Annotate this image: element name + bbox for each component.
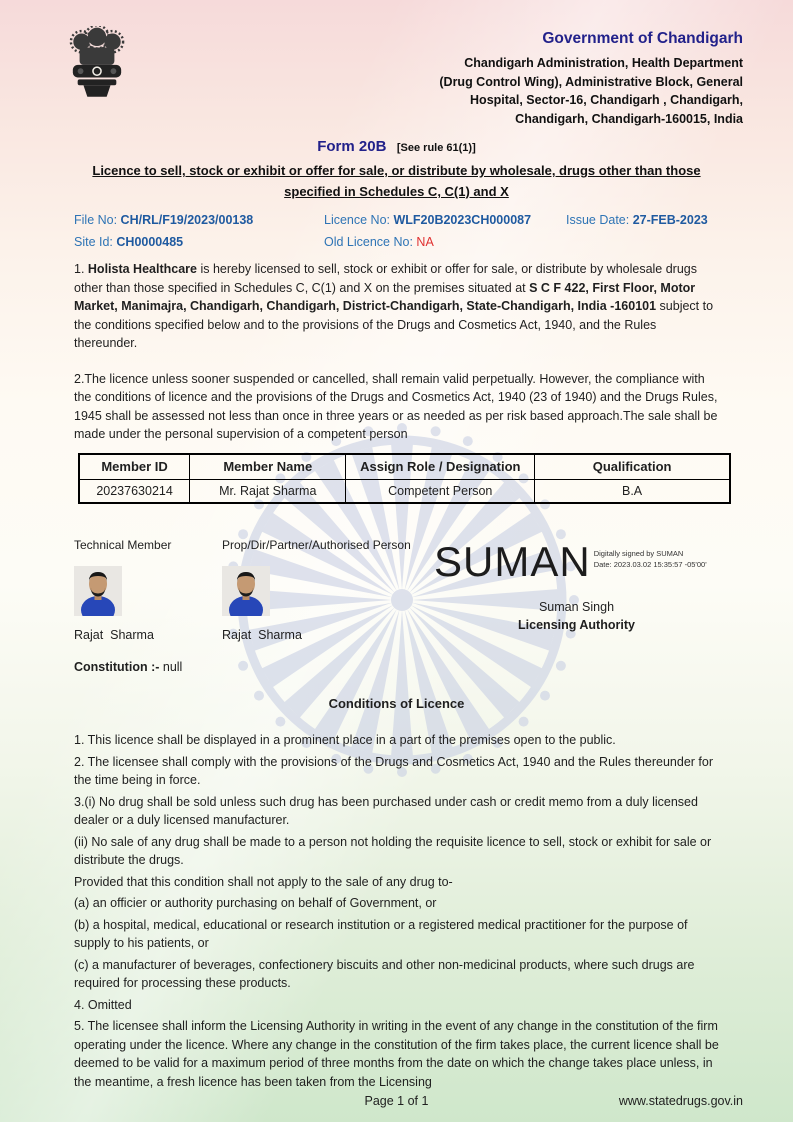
licence-no-value: WLF20B2023CH000087 <box>393 213 532 227</box>
digital-signature-meta <box>594 549 707 570</box>
header-address-line: Hospital, Sector-16, Chandigarh , Chandigarh, <box>470 93 743 107</box>
constitution-field <box>74 660 719 674</box>
form-number: Form 20B <box>317 138 387 155</box>
cell-qualification: B.A <box>535 480 730 504</box>
government-title: Government of Chandigarh <box>542 30 743 47</box>
website-link[interactable]: www.statedrugs.gov.in <box>618 1094 743 1108</box>
condition-item: (b) a hospital, medical, educational or research institution or a registered medical practitioner for the purpose of supply to his patients, or <box>74 917 688 950</box>
condition-item: (ii) No sale of any drug shall be made to a person not holding the requisite licence to sell, stock or exhibit for sale or distribute the drugs. <box>74 834 712 867</box>
members-table <box>78 453 731 505</box>
table-header-row <box>79 454 730 480</box>
paragraph-number: 1. <box>74 262 88 276</box>
file-no-label: File No: <box>74 213 121 227</box>
conditions-title: Conditions of Licence <box>328 696 465 711</box>
authority-name: Suman Singh <box>538 600 615 614</box>
condition-item: 2. The licensee shall comply with the provisions of the Drugs and Cosmetics Act, 1940 and the Rules thereunder for the time being in force. <box>74 754 714 787</box>
condition-item: 3.(i) No drug shall be sold unless such drug has been purchased under cash or credit memo from a duly licensed dealer or a duly licensed manufacturer. <box>74 794 698 827</box>
site-id-field <box>74 234 324 250</box>
technical-member-photo <box>74 566 122 616</box>
col-header-member-id: Member ID <box>79 454 190 480</box>
paragraph-text: subject to the conditions specified below and to the provisions of the Drugs and Cosmetics Act, 1940, and the Rules thereunder. <box>74 299 714 350</box>
authority-identity <box>434 600 719 632</box>
condition-item: 4. Omitted <box>74 997 132 1012</box>
constitution-value: null <box>159 660 183 674</box>
page-number: Page 1 of 1 <box>364 1094 429 1108</box>
old-licence-value: NA <box>416 235 434 249</box>
digital-signature <box>434 540 719 584</box>
digital-signature-name: SUMAN <box>434 538 591 585</box>
technical-member-label: Technical Member <box>74 538 172 552</box>
header-text-block <box>126 26 743 128</box>
constitution-label: Constitution :- <box>74 660 160 674</box>
licence-no-label: Licence No: <box>324 213 394 227</box>
licence-grant-paragraph <box>74 260 719 353</box>
condition-item: Provided that this condition shall not apply to the sale of any drug to- <box>74 874 453 889</box>
cell-member-name: Mr. Rajat Sharma <box>190 480 346 504</box>
header-address-line: (Drug Control Wing), Administrative Block, General <box>439 74 743 89</box>
col-header-role: Assign Role / Designation <box>346 454 535 480</box>
issue-date-label: Issue Date: <box>566 213 633 227</box>
licensing-authority-block <box>434 538 719 642</box>
header-address-line: Chandigarh Administration, Health Department <box>464 56 743 70</box>
authorised-person-block <box>222 538 434 642</box>
authorised-person-photo <box>222 566 270 616</box>
issue-date-field <box>566 212 719 228</box>
file-no-value: CH/RL/F19/2023/00138 <box>120 213 254 227</box>
licensee-firm-name: Holista Healthcare <box>87 262 197 276</box>
meta-row-1 <box>74 212 719 228</box>
digital-signature-line2: Date: 2023.03.02 15:35:57 -05'00' <box>593 559 707 569</box>
authority-title: Licensing Authority <box>518 618 635 632</box>
old-licence-label: Old Licence No: <box>324 235 417 249</box>
paragraph-text: is hereby licensed to sell, stock or exhibit or offer for sale, or distribute by wholesale drugs other than those specified in Schedules C, C(1) and X on the premises situated at <box>74 262 697 295</box>
premises-address: S C F 422, First Floor, Motor Market, Manimajra, Chandigarh, Chandigarh, District-Chandigarh, State-Chandigarh, India -160101 <box>74 280 696 313</box>
condition-item: (c) a manufacturer of beverages, confectionery biscuits and other non-medicinal products, where such drugs are required for processing these products. <box>74 957 695 990</box>
digital-signature-line1: Digitally signed by SUMAN <box>593 549 684 558</box>
conditions-list <box>74 731 719 1091</box>
condition-item: 5. The licensee shall inform the Licensing Authority in writing in the event of any change in the constitution of the firm operating under the licence. Where any change in the constitution of the firm takes place, the current licence shall be deemed to be valid for a maximum period of three months from the date on which the change takes place unless, in the meantime, a fresh licence has been taken from the Licensing <box>74 1019 719 1089</box>
header-address-line: Chandigarh, Chandigarh-160015, India <box>515 111 743 126</box>
file-no-field <box>74 212 324 228</box>
technical-member-block <box>74 538 222 642</box>
india-state-emblem-icon <box>68 26 126 103</box>
table-row <box>79 480 730 504</box>
cell-member-id: 20237630214 <box>79 480 190 504</box>
site-id-label: Site Id: <box>74 235 117 249</box>
col-header-member-name: Member Name <box>190 454 346 480</box>
condition-item: 1. This licence shall be displayed in a prominent place in a part of the premises open to the public. <box>74 733 616 747</box>
authorised-person-name: Rajat Sharma <box>222 628 302 642</box>
issue-date-value: 27-FEB-2023 <box>632 213 708 227</box>
form-rule-reference: [See rule 61(1)] <box>396 142 476 154</box>
form-subtitle: Licence to sell, stock or exhibit or offer for sale, or distribute by wholesale, drugs other than those specified in Schedules C, C(1) and X <box>92 163 701 199</box>
cell-role: Competent Person <box>346 480 535 504</box>
licence-no-field <box>324 212 566 228</box>
validity-paragraph: 2.The licence unless sooner suspended or cancelled, shall remain valid perpetually. However, the compliance with the conditions of licence and the provisions of the Drugs and Cosmetics Act, 1940 (23 of 1940) and the Drugs Rules, 1945 shall be assessed not less than once in three years or as needed as per risk based approach.The sale shall be made under the personal supervision of a competent person <box>74 371 718 441</box>
old-licence-field <box>324 234 566 250</box>
technical-member-name: Rajat Sharma <box>74 628 154 642</box>
licence-meta <box>74 212 719 250</box>
signature-section <box>74 538 719 642</box>
authorised-person-label: Prop/Dir/Partner/Authorised Person <box>222 538 411 552</box>
condition-item: (a) an officier or authority purchasing on behalf of Government, or <box>74 896 437 910</box>
document-header <box>50 26 743 128</box>
form-title-row <box>50 138 743 156</box>
meta-row-2 <box>74 234 719 250</box>
col-header-qualification: Qualification <box>535 454 730 480</box>
site-id-value: CH0000485 <box>116 235 184 249</box>
